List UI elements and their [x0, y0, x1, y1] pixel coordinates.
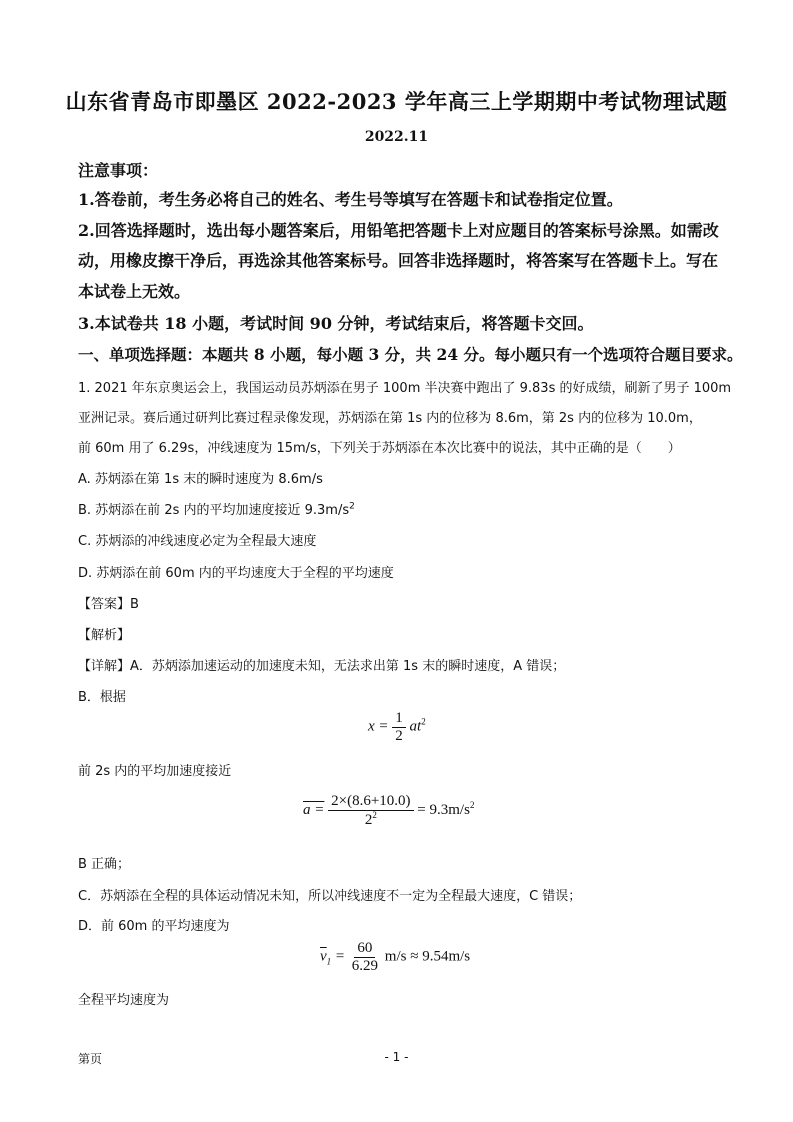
detail-c: C．苏炳添在全程的具体运动情况未知，所以冲线速度不一定为全程最大速度，C 错误；	[78, 889, 582, 904]
notice-heading: 注意事项：	[78, 161, 159, 180]
notice-item-1: 1.答卷前，考生务必将自己的姓名、考生号等填写在答题卡和试卷指定位置。	[78, 190, 623, 209]
answer-label: 【答案】B	[78, 597, 139, 612]
notice-item-2-line-3: 本试卷上无效。	[78, 282, 191, 301]
b-correct: B 正确；	[78, 857, 131, 872]
question-1-line-1: 1. 2021 年东京奥运会上，我国运动员苏炳添在男子 100m 半决赛中跑出了 9.83s 的好成绩，刷新了男子 100m	[78, 381, 732, 396]
equation-average-acceleration: a = $\frac{2\times(8.6+10.0)}{2^2}$ = $9.3m/s^2$	[303, 793, 475, 828]
whole-average-text: 全程平均速度为	[78, 993, 170, 1008]
notice-item-2-line-1: 2.回答选择题时，选出每小题答案后，用铅笔把答题卡上对应题目的答案标号涂黑。如需改	[78, 221, 719, 240]
option-a: A. 苏炳添在第 1s 末的瞬时速度为 8.6m/s	[78, 472, 323, 487]
section-heading: 一、单项选择题：本题共 8 小题，每小题 3 分，共 24 分。每小题只有一个选项符合题目要求。	[78, 345, 743, 364]
notice-item-2-line-2: 动，用橡皮擦干净后，再选涂其他答案标号。回答非选择题时，将答案写在答题卡上。写在	[78, 251, 719, 270]
footer-page-label: 第页	[78, 1052, 103, 1066]
detail-b: B．根据	[78, 690, 126, 705]
option-d: D. 苏炳添在前 60m 内的平均速度大于全程的平均速度	[78, 566, 394, 581]
equation-displacement: x = $\frac{1}{2}$ $at^2$	[368, 710, 426, 744]
exam-date: 2022.11	[364, 129, 429, 145]
detail-a: 【详解】A．苏炳添加速运动的加速度未知，无法求出第 1s 末的瞬时速度，A 错误；	[78, 659, 566, 674]
detail-d: D．前 60m 的平均速度为	[78, 919, 230, 934]
analysis-label: 【解析】	[78, 628, 131, 643]
option-b: B. 苏炳添在前 2s 内的平均加速度接近 $9.3m/s^2$	[78, 501, 355, 518]
footer-page-number: - 1 -	[384, 1050, 409, 1064]
equation-average-velocity-60m: $\overline{v}_1$ = $\frac{60}{6.29}$ m/s ≈ 9.54m/s	[320, 940, 471, 974]
question-1-line-2: 亚洲记录。赛后通过研判比赛过程录像发现，苏炳添在第 1s 内的位移为 8.6m，第 2s 内的位移为 10.0m，	[78, 411, 702, 426]
average-acceleration-text: 前 2s 内的平均加速度接近	[78, 764, 232, 779]
option-c: C. 苏炳添的冲线速度必定为全程最大速度	[78, 534, 317, 549]
exam-title: 山东省青岛市即墨区 2022-2023 学年高三上学期期中考试物理试题	[65, 89, 728, 114]
notice-item-3: 3.本试卷共 18 小题，考试时间 90 分钟，考试结束后，将答题卡交回。	[78, 314, 594, 333]
question-1-line-3: 前 60m 用了 6.29s，冲线速度为 15m/s，下列关于苏炳添在本次比赛中的说法，其中正确的是（ ）	[78, 441, 681, 456]
